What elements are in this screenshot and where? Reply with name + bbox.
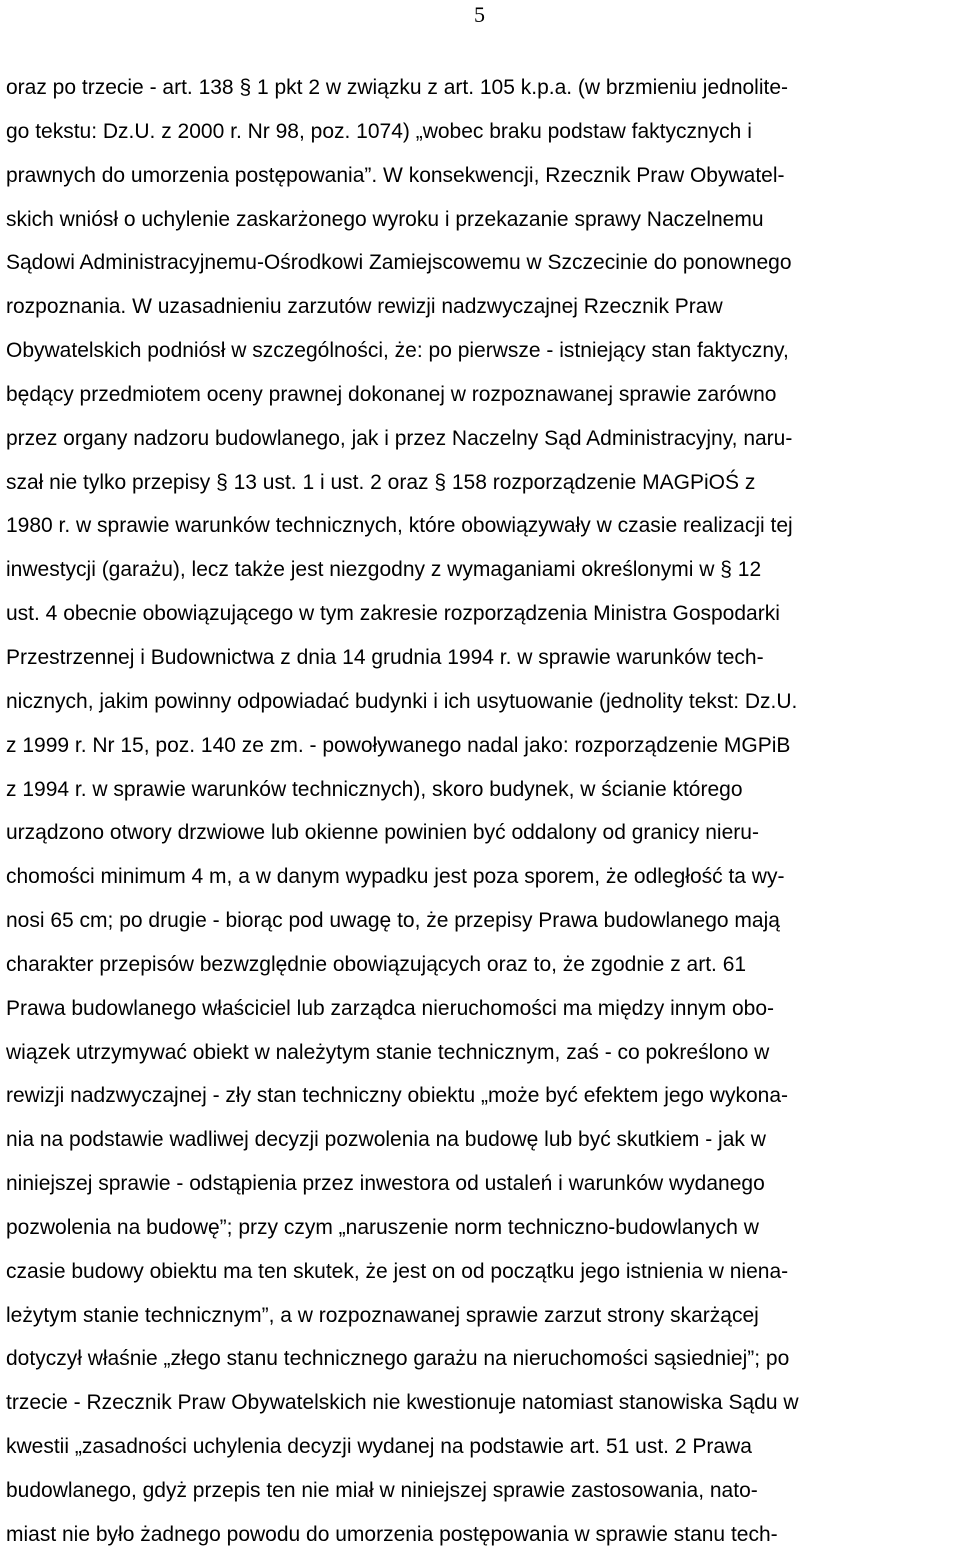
text-line: nia na podstawie wadliwej decyzji pozwolenia na budowę lub być skutkiem - jak w <box>6 1128 766 1152</box>
text-line: rozpoznania. W uzasadnieniu zarzutów rewizji nadzwyczajnej Rzecznik Praw <box>6 295 723 319</box>
text-line: trzecie - Rzecznik Praw Obywatelskich nie kwestionuje natomiast stanowiska Sądu w <box>6 1391 799 1415</box>
text-line: niniejszej sprawie - odstąpienia przez inwestora od ustaleń i warunków wydanego <box>6 1172 765 1196</box>
text-line: z 1994 r. w sprawie warunków technicznych), skoro budynek, w ścianie którego <box>6 777 743 801</box>
text-line: z 1999 r. Nr 15, poz. 140 ze zm. - powoływanego nadal jako: rozporządzenie MGPiB <box>6 733 791 757</box>
text-line: 1980 r. w sprawie warunków technicznych, które obowiązywały w czasie realizacji tej <box>6 514 793 538</box>
page-number: 5 <box>474 2 485 27</box>
text-line: nicznych, jakim powinny odpowiadać budynki i ich usytuowanie (jednolity tekst: Dz.U. <box>6 689 798 713</box>
text-line: miast nie było żadnego powodu do umorzenia postępowania w sprawie stanu tech- <box>6 1522 778 1546</box>
text-line: budowlanego, gdyż przepis ten nie miał w niniejszej sprawie zastosowania, nato- <box>6 1479 758 1502</box>
text-line: wiązek utrzymywać obiekt w należytym stanie technicznym, zaś - co pokreślono w <box>6 1040 770 1064</box>
text-line: dotyczył właśnie „złego stanu technicznego garażu na nieruchomości sąsiedniej”; po <box>6 1347 790 1371</box>
text-line: Sądowi Administracyjnemu-Ośrodkowi Zamiejscowemu w Szczecinie do ponownego <box>6 251 792 275</box>
text-line: kwestii „zasadności uchylenia decyzji wydanej na podstawie art. 51 ust. 2 Prawa <box>6 1435 752 1459</box>
text-line: inwestycji (garażu), lecz także jest niezgodny z wymaganiami określonymi w § 12 <box>6 558 762 582</box>
text-line: leżytym stanie technicznym”, a w rozpoznawanej sprawie zarzut strony skarżącej <box>6 1303 759 1327</box>
text-line: oraz po trzecie - art. 138 § 1 pkt 2 w związku z art. 105 k.p.a. (w brzmieniu jednolite- <box>6 76 789 99</box>
text-line: nosi 65 cm; po drugie - biorąc pod uwagę to, że przepisy Prawa budowlanego mają <box>6 909 780 933</box>
text-line: Obywatelskich podniósł w szczególności, że: po pierwsze - istniejący stan faktyczny, <box>6 339 789 363</box>
text-line: rewizji nadzwyczajnej - zły stan techniczny obiektu „może być efektem jego wykona- <box>6 1084 788 1108</box>
text-line: prawnych do umorzenia postępowania”. W konsekwencji, Rzecznik Praw Obywatel- <box>6 163 785 187</box>
text-line: przez organy nadzoru budowlanego, jak i przez Naczelny Sąd Administracyjny, naru- <box>6 426 793 450</box>
text-line: szał nie tylko przepisy § 13 ust. 1 i ust. 2 oraz § 158 rozporządzenie MAGPiOŚ z <box>6 470 756 494</box>
text-line: skich wniósł o uchylenie zaskarżonego wyroku i przekazanie sprawy Naczelnemu <box>6 207 764 231</box>
text-line: Prawa budowlanego właściciel lub zarządca nieruchomości ma między innym obo- <box>6 996 775 1020</box>
text-line: czasie budowy obiektu ma ten skutek, że jest on od początku jego istnienia w niena- <box>6 1259 789 1283</box>
document-body <box>6 66 960 1557</box>
text-line: będący przedmiotem oceny prawnej dokonanej w rozpoznawanej sprawie zarówno <box>6 382 777 406</box>
text-line: chomości minimum 4 m, a w danym wypadku jest poza sporem, że odległość ta wy- <box>6 865 785 889</box>
text-line: pozwolenia na budowę”; przy czym „naruszenie norm techniczno-budowlanych w <box>6 1215 759 1239</box>
text-line: charakter przepisów bezwzględnie obowiązujących oraz to, że zgodnie z art. 61 <box>6 952 747 976</box>
text-line: Przestrzennej i Budownictwa z dnia 14 grudnia 1994 r. w sprawie warunków tech- <box>6 645 764 669</box>
text-line: urządzono otwory drzwiowe lub okienne powinien być oddalony od granicy nieru- <box>6 821 759 845</box>
text-line: ust. 4 obecnie obowiązującego w tym zakresie rozporządzenia Ministra Gospodarki <box>6 602 780 626</box>
text-line: go tekstu: Dz.U. z 2000 r. Nr 98, poz. 1074) „wobec braku podstaw faktycznych i <box>6 119 752 143</box>
